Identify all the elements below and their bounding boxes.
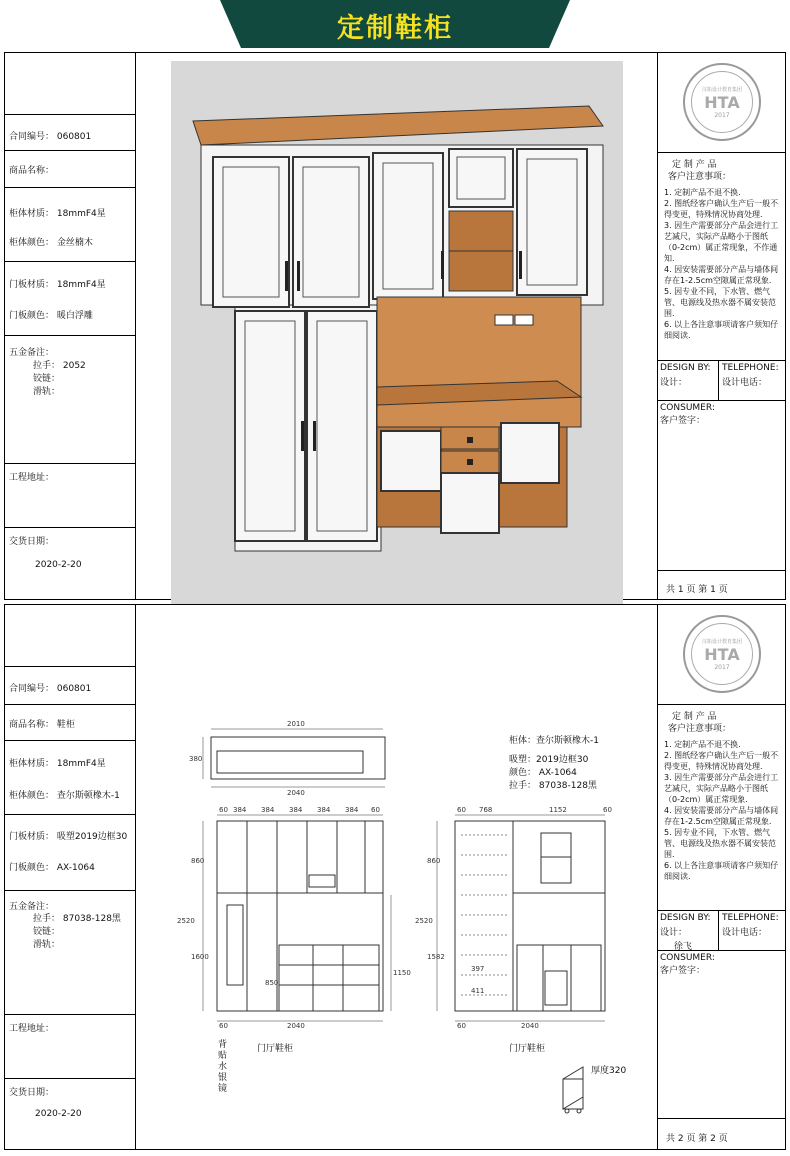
spec-handle: 拉手： 87038-128黑 xyxy=(509,781,597,791)
dim-left-768: 768 xyxy=(479,806,493,814)
door-color: 门板颜色： AX-1064 xyxy=(9,863,95,873)
signature-label: 客户签字： xyxy=(660,416,706,426)
company-logo xyxy=(683,63,761,141)
note-item: 4. 因安装需要部分产品与墙体间存在1-2.5cm空隙属正常现象. xyxy=(664,806,779,826)
info-panel-left xyxy=(5,53,136,599)
delivery-date-label: 交货日期： xyxy=(9,1088,55,1098)
depth-icon xyxy=(563,1067,583,1113)
product-name: 商品名称： 鞋柜 xyxy=(9,720,75,730)
design-tel-label: 设计电话： xyxy=(722,378,768,388)
notes-subtitle: 客户注意事项： xyxy=(668,172,732,182)
info-panel-left xyxy=(5,605,136,1149)
dim-depth: 380 xyxy=(189,755,203,763)
dim-front-width: 2040 xyxy=(287,1022,305,1030)
dim-side-60: 60 xyxy=(457,806,466,814)
dim-side-60: 60 xyxy=(219,806,228,814)
notes-list xyxy=(664,187,782,341)
logo-mark: HTA xyxy=(704,644,740,664)
hinge-spec: 铰链： xyxy=(33,374,61,384)
designer-label: 设计： xyxy=(660,928,688,938)
dim-desk-850: 850 xyxy=(265,979,279,987)
note-item: 5. 因专业不同，下水管、燃气管、电源线及热水器不属安装范围. xyxy=(664,287,776,318)
project-address: 工程地址： xyxy=(9,1024,55,1034)
dim-door-384: 384 xyxy=(261,806,275,814)
door-color: 门板颜色： 暖白浮雕 xyxy=(9,311,93,321)
dim-door-384: 384 xyxy=(233,806,247,814)
spec-color: 颜色： AX-1064 xyxy=(509,768,577,778)
notes-title: 定 制 产 品 xyxy=(672,160,717,170)
dim-side-60: 60 xyxy=(371,806,380,814)
cabinet-render-drawing xyxy=(171,61,623,605)
handle-spec: 拉手： 2052 xyxy=(33,361,86,371)
dim-base-60: 60 xyxy=(457,1022,466,1030)
dim-back-width: 2040 xyxy=(521,1022,539,1030)
rail-spec: 滑轨： xyxy=(33,940,61,950)
hardware-notes: 五金备注： xyxy=(9,348,55,358)
note-item: 4. 因安装需要部分产品与墙体间存在1-2.5cm空隙属正常现象. xyxy=(664,265,779,285)
drawing-sheet-1 xyxy=(4,52,786,600)
dim-plan-width: 2040 xyxy=(287,789,305,797)
note-item: 2. 图纸经客户确认生产后一般不得变更，特殊情况协商处理. xyxy=(664,751,779,771)
logo-mark: HTA xyxy=(704,92,740,112)
door-material: 门板材质： 吸塑2019边框30 xyxy=(9,832,128,842)
info-panel-right xyxy=(657,53,785,599)
dim-shelf-411: 411 xyxy=(471,987,485,995)
note-item: 1. 定制产品不退不换. xyxy=(664,188,741,197)
dim-shelf-397: 397 xyxy=(471,965,485,973)
dim-lower-1600: 1600 xyxy=(191,953,209,961)
consumer-label: CONSUMER: xyxy=(660,403,715,413)
cabinet-color: 柜体颜色： 查尔斯顿橡木-1 xyxy=(9,791,120,801)
note-item: 2. 图纸经客户确认生产后一般不得变更，特殊情况协商处理. xyxy=(664,199,779,219)
dim-desk-1150: 1150 xyxy=(393,969,411,977)
contract-number: 合同编号： 060801 xyxy=(9,132,92,142)
banner-title: 定制鞋柜 xyxy=(337,13,453,44)
info-panel-right xyxy=(657,605,785,1149)
hardware-notes: 五金备注： xyxy=(9,902,55,912)
dim-upper-860: 860 xyxy=(191,857,205,865)
front-elevation-caption: 门厅鞋柜 xyxy=(257,1044,294,1054)
page-count: 共 1 页 第 1 页 xyxy=(666,585,728,595)
design-tel-label: 设计电话： xyxy=(722,928,768,938)
spec-door: 吸塑：2019边框30 xyxy=(509,755,589,765)
telephone-label: TELEPHONE: xyxy=(722,363,779,373)
designer-name: 徐飞 xyxy=(674,942,693,952)
dim-door-384: 384 xyxy=(317,806,331,814)
plan-view xyxy=(189,720,385,797)
telephone-label: TELEPHONE: xyxy=(722,913,779,923)
note-item: 3. 因生产需要部分产品会进行工艺减尺，实际产品略小于图纸（0-2cm）属正常现象，不作通知. xyxy=(664,221,779,263)
dim-base-60: 60 xyxy=(219,1022,228,1030)
logo-ring-text: 汉拓设计教育集团 xyxy=(701,86,742,93)
cabinet-3d-render xyxy=(171,61,623,605)
dim-upper-860: 860 xyxy=(427,857,441,865)
dim-door-384: 384 xyxy=(289,806,303,814)
logo-year: 2017 xyxy=(714,111,730,119)
design-by-label: DESIGN BY: xyxy=(660,363,711,373)
note-item: 5. 因专业不同，下水管、燃气管、电源线及热水器不属安装范围. xyxy=(664,828,776,859)
depth-label: 厚度320 xyxy=(591,1066,627,1076)
notes-subtitle: 客户注意事项： xyxy=(668,724,732,734)
contract-number: 合同编号： 060801 xyxy=(9,684,92,694)
dim-right-1152: 1152 xyxy=(549,806,567,814)
delivery-date: 2020-2-20 xyxy=(35,560,82,570)
note-item: 1. 定制产品不退不换. xyxy=(664,740,741,749)
page-count: 共 2 页 第 2 页 xyxy=(666,1134,728,1144)
note-item: 6. 以上各注意事项请客户须知仔细阅读. xyxy=(664,320,779,340)
handle-spec: 拉手： 87038-128黑 xyxy=(33,914,121,924)
product-name: 商品名称： xyxy=(9,166,55,176)
note-item: 3. 因生产需要部分产品会进行工艺减尺，实际产品略小于图纸（0-2cm）属正常现象. xyxy=(664,773,779,804)
designer-label: 设计： xyxy=(660,378,688,388)
notes-title: 定 制 产 品 xyxy=(672,712,717,722)
consumer-label: CONSUMER: xyxy=(660,953,715,963)
cabinet-material: 柜体材质： 18mmF4星 xyxy=(9,759,106,769)
dim-side-60: 60 xyxy=(603,806,612,814)
note-item: 6. 以上各注意事项请客户须知仔细阅读. xyxy=(664,861,779,881)
cabinet-color: 柜体颜色： 金丝楠木 xyxy=(9,238,93,248)
signature-label: 客户签字： xyxy=(660,966,706,976)
interior-elevation xyxy=(415,806,612,1030)
delivery-date: 2020-2-20 xyxy=(35,1109,82,1119)
spec-cabinet: 柜体：查尔斯顿橡木-1 xyxy=(509,736,599,746)
rail-spec: 滑轨： xyxy=(33,387,61,397)
door-material: 门板材质： 18mmF4星 xyxy=(9,280,106,290)
notes-list xyxy=(664,739,782,882)
dim-total-height: 2520 xyxy=(177,917,195,925)
hinge-spec: 铰链： xyxy=(33,927,61,937)
logo-year: 2017 xyxy=(714,663,730,671)
project-address: 工程地址： xyxy=(9,473,55,483)
interior-elevation-caption: 门厅鞋柜 xyxy=(509,1044,546,1054)
dim-lower-1582: 1582 xyxy=(427,953,445,961)
company-logo xyxy=(683,615,761,693)
cabinet-material: 柜体材质： 18mmF4星 xyxy=(9,209,106,219)
mirror-label: 背贴水银镜 xyxy=(216,1039,226,1094)
dim-total-height: 2520 xyxy=(415,917,433,925)
dim-door-384: 384 xyxy=(345,806,359,814)
front-elevation xyxy=(177,806,411,1030)
delivery-date-label: 交货日期： xyxy=(9,537,55,547)
dim-top-width: 2010 xyxy=(287,720,305,728)
design-by-label: DESIGN BY: xyxy=(660,913,711,923)
drawing-sheet-2 xyxy=(4,604,786,1150)
logo-ring-text: 汉拓设计教育集团 xyxy=(701,638,742,645)
